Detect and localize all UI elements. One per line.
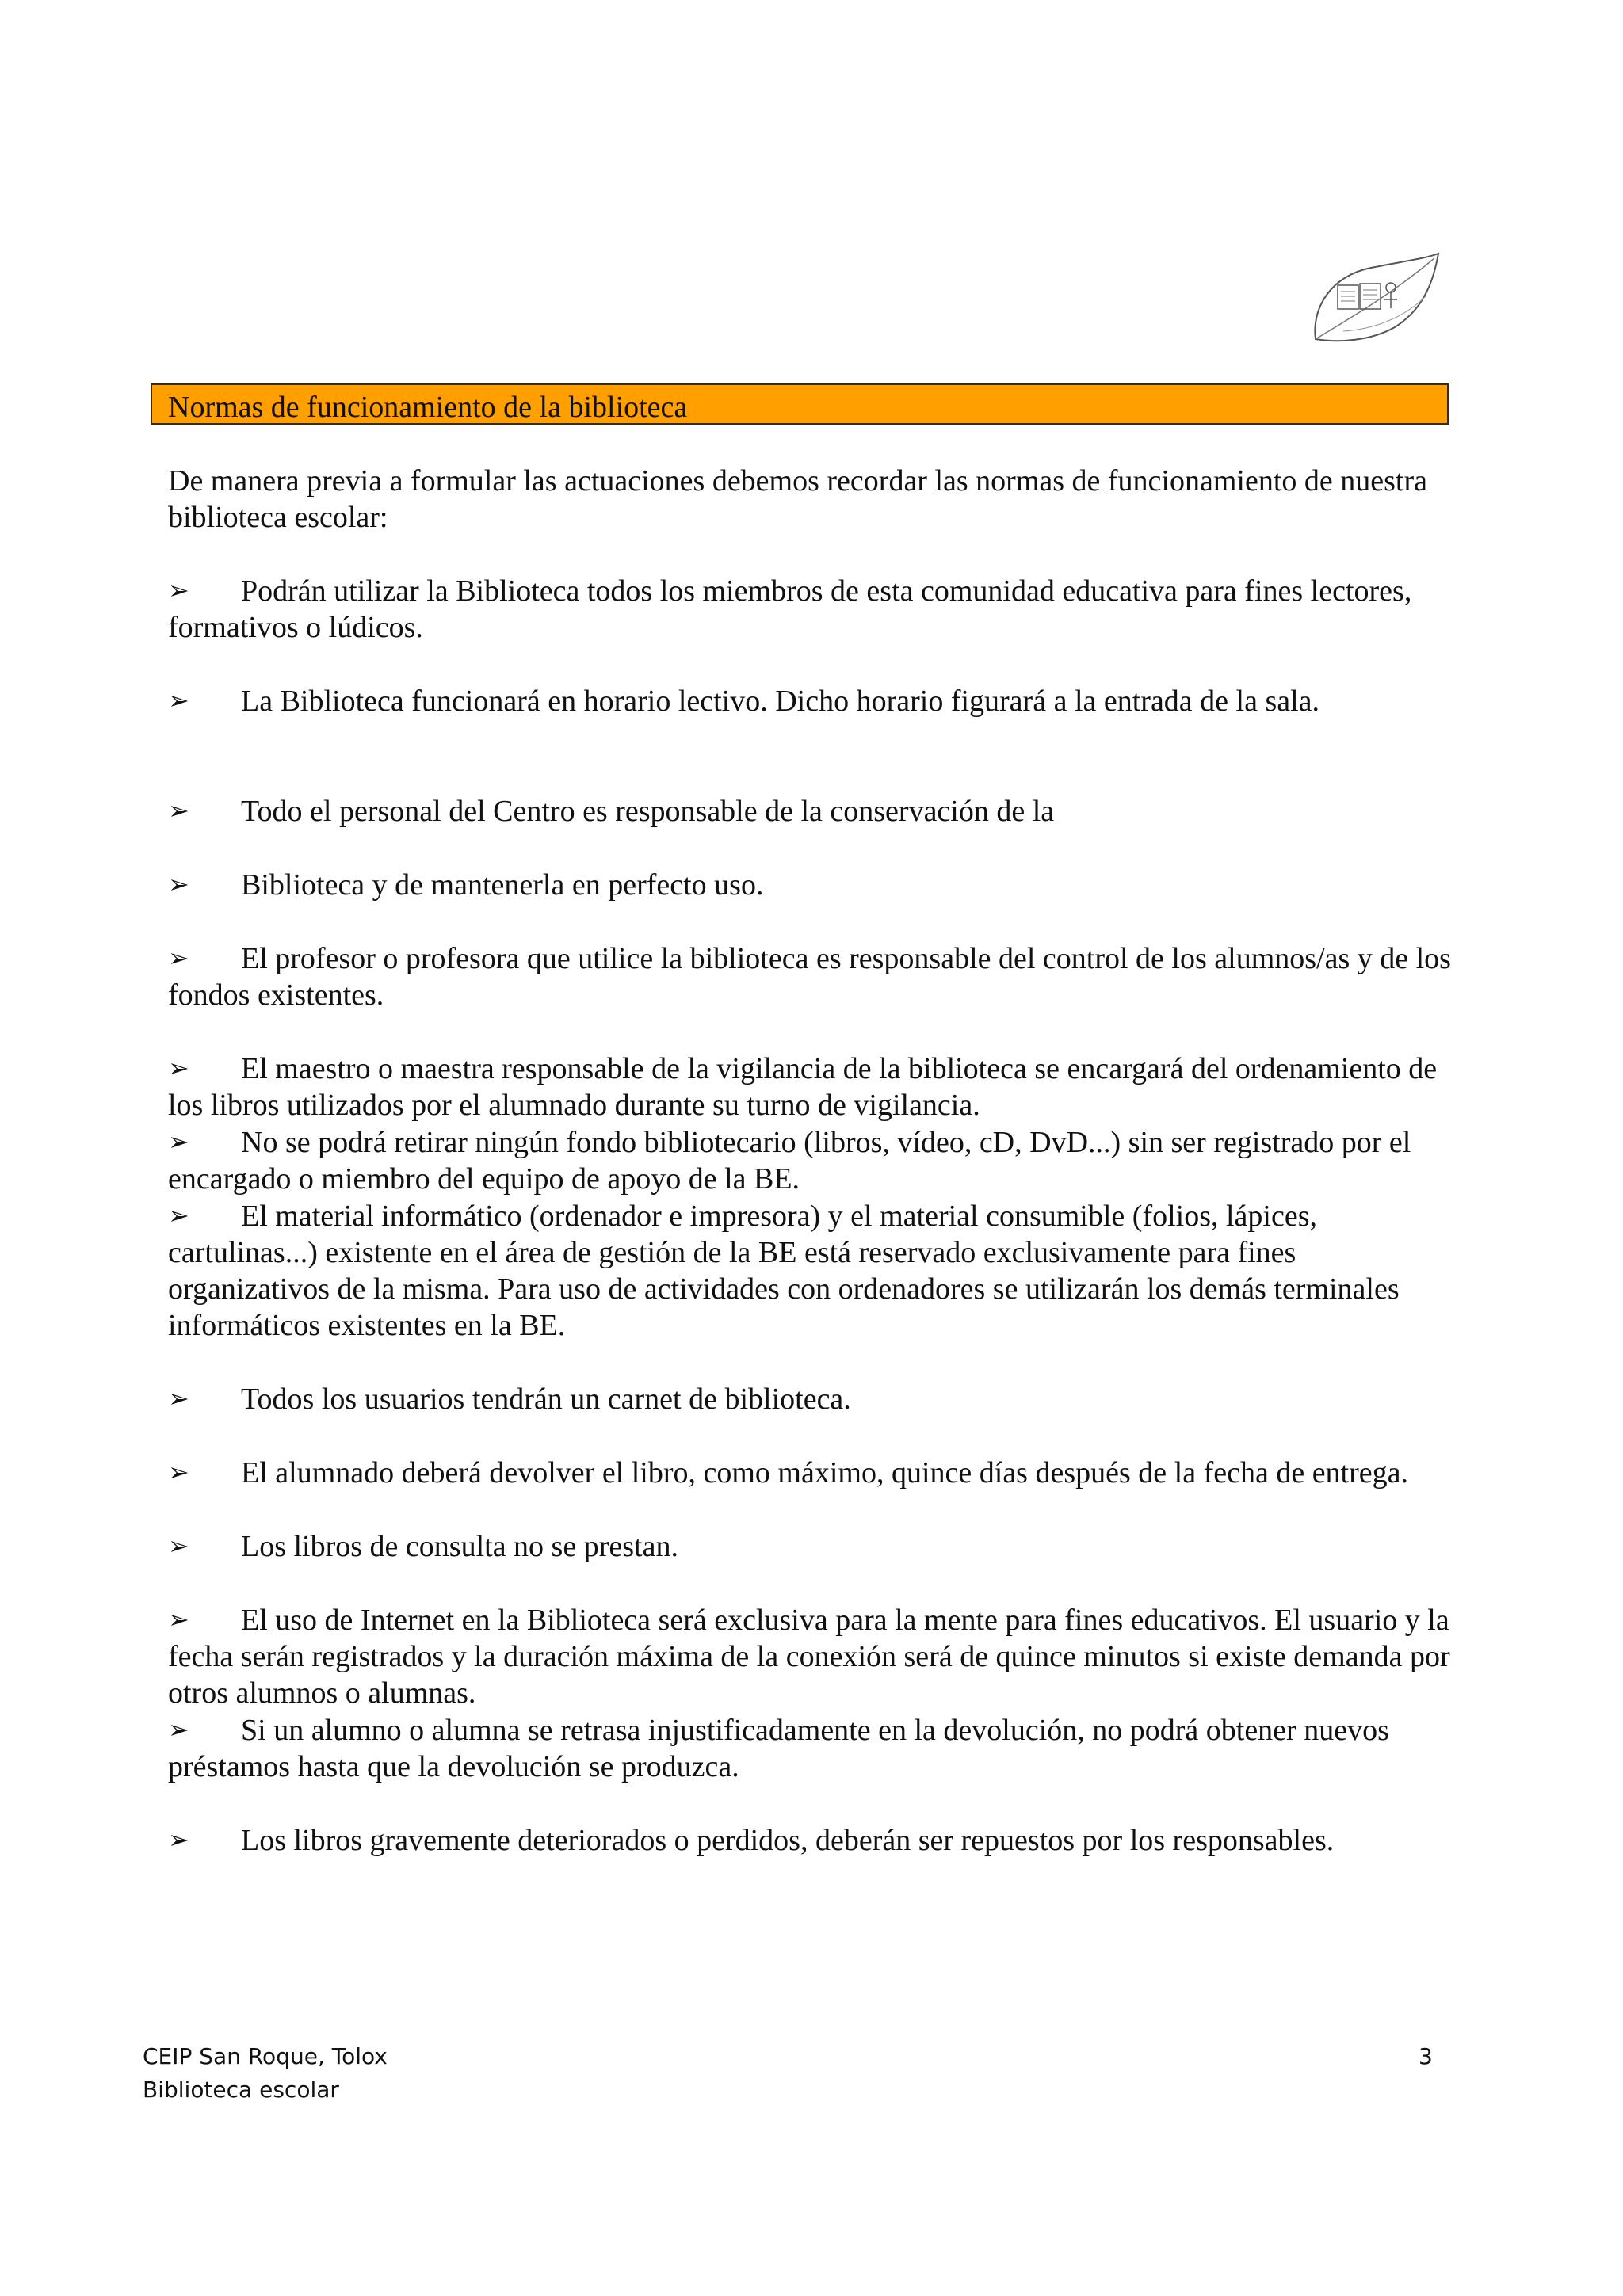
intro-paragraph: De manera previa a formular las actuaciones debemos recordar las normas de funcionamiento de nuestra biblioteca escolar: <box>168 464 1427 534</box>
arrow-bullet-icon: ➢ <box>168 685 189 715</box>
arrow-bullet-icon: ➢ <box>168 1053 189 1083</box>
arrow-bullet-icon: ➢ <box>168 1714 189 1745</box>
document-body <box>168 463 1452 1859</box>
rule-item: ➢ Todo el personal del Centro es responsable de la conservación de la <box>168 792 1452 830</box>
arrow-bullet-icon: ➢ <box>168 869 189 899</box>
rule-item: ➢ La Biblioteca funcionará en horario lectivo. Dicho horario figurará a la entrada de la sala. <box>168 682 1452 719</box>
rule-item: ➢ Podrán utilizar la Biblioteca todos los miembros de esta comunidad educativa para fines lectores, formativos o lúdicos. <box>168 572 1452 646</box>
arrow-bullet-icon: ➢ <box>168 575 189 605</box>
footer-school-name: CEIP San Roque, Tolox <box>143 2043 388 2069</box>
arrow-bullet-icon: ➢ <box>168 1200 189 1230</box>
rule-item: ➢ Biblioteca y de mantenerla en perfecto uso. <box>168 866 1452 903</box>
arrow-bullet-icon: ➢ <box>168 795 189 826</box>
rule-item: ➢ Los libros de consulta no se prestan. <box>168 1527 1452 1565</box>
arrow-bullet-icon: ➢ <box>168 1531 189 1561</box>
rule-item: ➢ El maestro o maestra responsable de la vigilancia de la biblioteca se encargará del ordenamiento de los libros utilizados por el alumnado durante su turno de vigilancia. <box>168 1050 1452 1123</box>
section-title: Normas de funcionamiento de la biblioteca <box>151 383 1449 425</box>
rule-item: ➢ Los libros gravemente deteriorados o perdidos, deberán ser repuestos por los responsables. <box>168 1821 1452 1859</box>
arrow-bullet-icon: ➢ <box>168 1825 189 1855</box>
rule-item: ➢ El uso de Internet en la Biblioteca será exclusiva para la mente para fines educativos. El usuario y la fecha serán registrados y la duración máxima de la conexión será de quince minutos si existe demanda por otros alumnos o alumnas. <box>168 1601 1452 1711</box>
arrow-bullet-icon: ➢ <box>168 943 189 973</box>
arrow-bullet-icon: ➢ <box>168 1457 189 1487</box>
arrow-bullet-icon: ➢ <box>168 1383 189 1413</box>
arrow-bullet-icon: ➢ <box>168 1604 189 1634</box>
school-leaf-logo-icon <box>1308 252 1442 347</box>
rule-item: ➢ El profesor o profesora que utilice la biblioteca es responsable del control de los alumnos/as y de los fondos existentes. <box>168 940 1452 1013</box>
page-number: 3 <box>1419 2043 1433 2069</box>
rule-item: ➢ El alumnado deberá devolver el libro, como máximo, quince días después de la fecha de entrega. <box>168 1454 1452 1491</box>
rule-item: ➢ No se podrá retirar ningún fondo bibliotecario (libros, vídeo, cD, DvD...) sin ser registrado por el encargado o miembro del equipo de apoyo de la BE. <box>168 1123 1452 1197</box>
arrow-bullet-icon: ➢ <box>168 1127 189 1157</box>
rule-item: ➢ El material informático (ordenador e impresora) y el material consumible (folios, lápices, cartulinas...) existente en el área de gestión de la BE está reservado exclusivamente para fines organizativos de la misma. Para uso de actividades con ordenadores se utilizarán los demás terminales informáticos existentes en la BE. <box>168 1197 1452 1344</box>
page-footer <box>143 2040 388 2107</box>
rule-item: ➢ Si un alumno o alumna se retrasa injustificadamente en la devolución, no podrá obtener nuevos préstamos hasta que la devolución se produzca. <box>168 1711 1452 1785</box>
rule-item: ➢ Todos los usuarios tendrán un carnet de biblioteca. <box>168 1380 1452 1417</box>
footer-subtitle: Biblioteca escolar <box>143 2077 339 2103</box>
